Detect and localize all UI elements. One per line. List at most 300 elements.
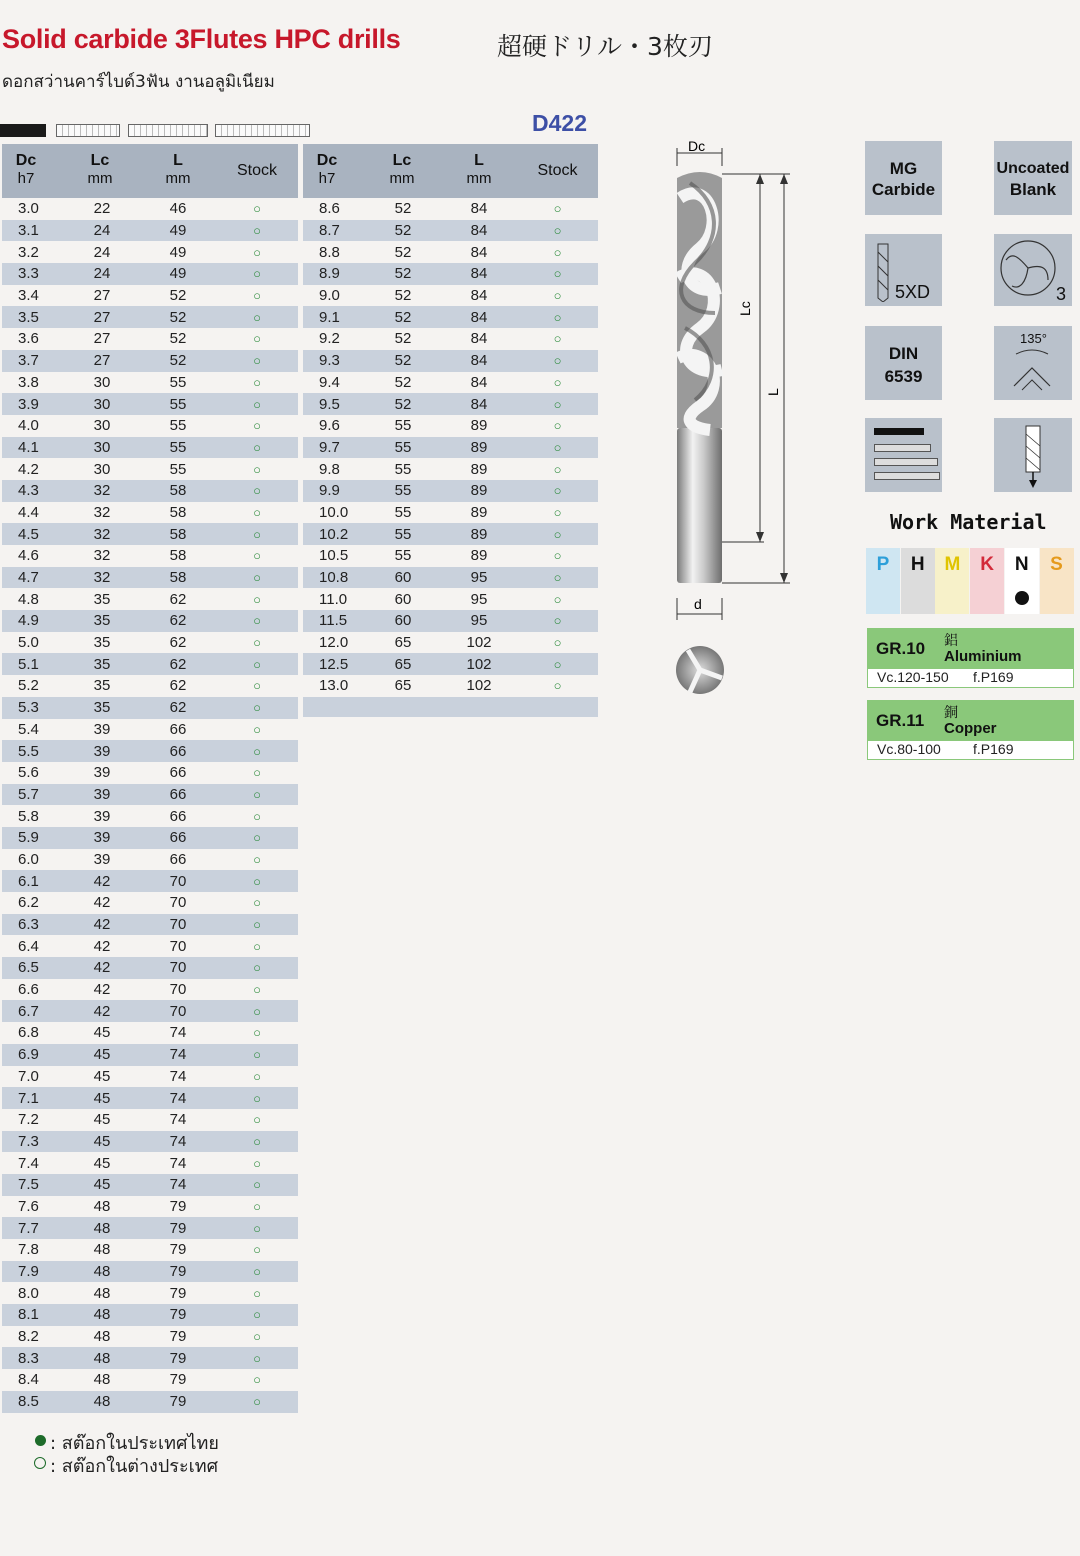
stock-status-icon: ○: [253, 1220, 261, 1236]
stock-status-icon: ○: [553, 374, 562, 390]
table-row: [303, 437, 598, 459]
table-row: [2, 697, 298, 719]
lc-cell: 48: [64, 1369, 140, 1391]
mg-carbide-line2: Carbide: [871, 180, 936, 199]
stock-status-icon: ○: [553, 201, 562, 217]
stock-status-icon: ○: [253, 309, 261, 325]
lc-cell: 35: [64, 675, 140, 697]
table-row: [2, 1304, 298, 1326]
stock-status-icon: ○: [253, 700, 261, 716]
table-row: [303, 285, 598, 307]
l-cell: 89: [441, 437, 517, 459]
stock-cell: [216, 1152, 298, 1174]
table-row: [303, 632, 598, 654]
l-cell: 49: [140, 220, 216, 242]
dc-cell: 6.5: [2, 957, 64, 979]
work-material-title: Work Material: [890, 510, 1047, 534]
dc-cell: 9.9: [303, 480, 365, 502]
table-row: [2, 241, 298, 263]
stock-status-icon: ○: [253, 743, 261, 759]
table-row: [2, 523, 298, 545]
stock-status-icon: ○: [253, 1285, 261, 1301]
dc-cell: 9.3: [303, 350, 365, 372]
l-cell: 62: [140, 610, 216, 632]
lc-cell: 39: [64, 762, 140, 784]
lc-cell: 39: [64, 719, 140, 741]
stock-status-icon: ○: [553, 353, 562, 369]
lc-cell: 39: [64, 784, 140, 806]
dc-cell: 7.7: [2, 1217, 64, 1239]
dc-cell: 13.0: [303, 675, 365, 697]
section-tab: [56, 124, 120, 137]
dc-cell: 9.5: [303, 393, 365, 415]
shank-bar-icon: [874, 458, 938, 466]
l-cell: 66: [140, 805, 216, 827]
dc-cell: 3.4: [2, 285, 64, 307]
table-row: [2, 1369, 298, 1391]
stock-cell: [517, 372, 598, 394]
lc-cell: 45: [64, 1131, 140, 1153]
stock-cell: [216, 1000, 298, 1022]
dc-cell: 10.5: [303, 545, 365, 567]
table-row: [2, 415, 298, 437]
uncoated-line1: Uncoated: [996, 160, 1070, 177]
material-cell-m: [935, 582, 969, 614]
stock-status-icon: ○: [553, 591, 562, 607]
l-cell: 55: [140, 458, 216, 480]
lc-cell: 39: [64, 827, 140, 849]
dc-cell: 5.5: [2, 740, 64, 762]
stock-cell: [216, 870, 298, 892]
stock-status-icon: ○: [253, 1394, 261, 1410]
lc-cell: 52: [365, 198, 441, 220]
lc-cell: 48: [64, 1282, 140, 1304]
lc-cell: 45: [64, 1022, 140, 1044]
lc-cell: 52: [365, 328, 441, 350]
l-cell: 58: [140, 502, 216, 524]
stock-status-icon: ○: [253, 1047, 261, 1063]
stock-status-icon: ○: [253, 504, 261, 520]
table-row: [2, 350, 298, 372]
stock-status-icon: ○: [253, 1155, 261, 1171]
l-cell: 95: [441, 567, 517, 589]
table-row: [2, 372, 298, 394]
stock-status-icon: ○: [553, 331, 562, 347]
l-cell: 74: [140, 1174, 216, 1196]
lc-cell: 55: [365, 545, 441, 567]
table-row: [2, 914, 298, 936]
table-row: [2, 1174, 298, 1196]
lc-cell: 35: [64, 610, 140, 632]
flute-section-icon: [998, 238, 1058, 298]
stock-status-icon: ○: [253, 526, 261, 542]
dc-cell: 3.9: [2, 393, 64, 415]
l-cell: 95: [441, 610, 517, 632]
dc-cell: 8.0: [2, 1282, 64, 1304]
table-row: [303, 393, 598, 415]
stock-status-icon: ○: [553, 678, 562, 694]
table-row: [303, 350, 598, 372]
dc-cell: 6.7: [2, 1000, 64, 1022]
l-cell: 89: [441, 480, 517, 502]
stock-status-icon: ○: [253, 223, 261, 239]
stock-cell: [517, 328, 598, 350]
shank-bar-icon: [874, 472, 940, 480]
l-cell: 52: [140, 350, 216, 372]
stock-status-icon: ○: [253, 721, 261, 737]
column-header-stock: Stock: [236, 162, 277, 179]
l-cell: 102: [441, 653, 517, 675]
table-row: [2, 979, 298, 1001]
l-cell: 84: [441, 328, 517, 350]
group-name: Copper: [944, 720, 997, 737]
l-cell: 102: [441, 675, 517, 697]
table-row: [303, 372, 598, 394]
lc-cell: 30: [64, 458, 140, 480]
stock-cell: [216, 545, 298, 567]
stock-status-icon: ○: [253, 982, 261, 998]
l-cell: 58: [140, 480, 216, 502]
dc-cell: 4.7: [2, 567, 64, 589]
stock-cell: [216, 241, 298, 263]
column-header-stock: Stock: [537, 162, 578, 179]
table-row: [2, 306, 298, 328]
filled-circle-icon: [35, 1435, 46, 1446]
dc-dimension-label: Dc: [688, 138, 706, 154]
group-code: GR.11: [876, 711, 925, 730]
l-cell: 55: [140, 415, 216, 437]
lc-cell: 52: [365, 285, 441, 307]
lc-cell: 52: [365, 241, 441, 263]
section-tab-active: [0, 124, 46, 137]
stock-status-icon: ○: [553, 309, 562, 325]
stock-cell: [216, 632, 298, 654]
l-cell: 102: [441, 632, 517, 654]
table-row: [303, 610, 598, 632]
lc-cell: 39: [64, 740, 140, 762]
lc-cell: 42: [64, 870, 140, 892]
spec-table-right: [303, 198, 598, 697]
page-reference: f.P169: [973, 669, 1014, 685]
section-tab: [215, 124, 310, 137]
stock-cell: [216, 350, 298, 372]
lc-cell: 27: [64, 350, 140, 372]
stock-status-icon: ○: [253, 1264, 261, 1280]
point-angle-label: 135°: [1020, 331, 1047, 346]
stock-status-icon: ○: [253, 656, 261, 672]
dc-cell: 9.8: [303, 458, 365, 480]
dc-cell: 4.5: [2, 523, 64, 545]
dc-cell: 6.8: [2, 1022, 64, 1044]
dc-cell: 8.5: [2, 1391, 64, 1413]
lc-cell: 32: [64, 502, 140, 524]
lc-cell: 60: [365, 567, 441, 589]
lc-cell: 27: [64, 306, 140, 328]
dc-cell: 12.0: [303, 632, 365, 654]
l-cell: 74: [140, 1087, 216, 1109]
l-cell: 58: [140, 523, 216, 545]
stock-status-icon: ○: [253, 1242, 261, 1258]
table-row: [2, 957, 298, 979]
lc-cell: 52: [365, 220, 441, 242]
lc-cell: 48: [64, 1196, 140, 1218]
stock-status-icon: ○: [553, 439, 562, 455]
lc-cell: 45: [64, 1174, 140, 1196]
table-row: [2, 220, 298, 242]
table-row: [2, 719, 298, 741]
table-row: [2, 610, 298, 632]
dc-cell: 6.1: [2, 870, 64, 892]
lc-cell: 42: [64, 957, 140, 979]
lc-cell: 30: [64, 393, 140, 415]
stock-cell: [216, 1217, 298, 1239]
table-header-right: [303, 144, 598, 198]
point-angle-badge: [994, 326, 1072, 400]
stock-cell: [517, 437, 598, 459]
table-filler: [303, 697, 598, 717]
stock-cell: [517, 198, 598, 220]
table-row: [2, 1000, 298, 1022]
lc-cell: 48: [64, 1326, 140, 1348]
stock-status-icon: ○: [553, 548, 562, 564]
table-row: [2, 892, 298, 914]
mg-carbide-badge: [865, 141, 942, 215]
dc-cell: 9.0: [303, 285, 365, 307]
stock-cell: [517, 502, 598, 524]
stock-cell: [216, 1347, 298, 1369]
material-letter-n: N: [1005, 548, 1039, 582]
table-row: [2, 588, 298, 610]
material-letter-p: P: [866, 548, 900, 582]
table-row: [2, 502, 298, 524]
dc-cell: 5.2: [2, 675, 64, 697]
lc-cell: 60: [365, 588, 441, 610]
table-row: [303, 328, 598, 350]
table-row: [2, 632, 298, 654]
lc-cell: 32: [64, 480, 140, 502]
lc-cell: 52: [365, 263, 441, 285]
lc-cell: 55: [365, 458, 441, 480]
dc-cell: 10.2: [303, 523, 365, 545]
table-row: [303, 220, 598, 242]
dc-cell: 8.4: [2, 1369, 64, 1391]
stock-status-icon: ○: [253, 635, 261, 651]
stock-status-icon: ○: [253, 1112, 261, 1128]
lc-cell: 42: [64, 1000, 140, 1022]
dc-cell: 3.6: [2, 328, 64, 350]
l-cell: 84: [441, 350, 517, 372]
stock-cell: [517, 480, 598, 502]
stock-status-icon: ○: [553, 396, 562, 412]
uncoated-blank-badge: [994, 141, 1072, 215]
l-cell: 79: [140, 1261, 216, 1283]
din-line2: 6539: [884, 367, 923, 386]
stock-cell: [517, 545, 598, 567]
stock-cell: [216, 220, 298, 242]
dc-cell: 3.2: [2, 241, 64, 263]
stock-status-icon: ○: [253, 483, 261, 499]
table-row: [2, 784, 298, 806]
stock-cell: [216, 415, 298, 437]
spec-table-left: [2, 198, 298, 1413]
l-cell: 70: [140, 979, 216, 1001]
stock-cell: [517, 653, 598, 675]
stock-status-icon: ○: [253, 353, 261, 369]
drill-depth-5xd-badge: [865, 234, 942, 306]
l-cell: 84: [441, 198, 517, 220]
lc-cell: 45: [64, 1087, 140, 1109]
stock-cell: [517, 306, 598, 328]
stock-status-icon: ○: [253, 808, 261, 824]
dc-cell: 4.8: [2, 588, 64, 610]
dc-cell: 7.9: [2, 1261, 64, 1283]
l-cell: 66: [140, 719, 216, 741]
lc-cell: 22: [64, 198, 140, 220]
stock-status-icon: ○: [253, 1350, 261, 1366]
table-row: [2, 805, 298, 827]
stock-status-icon: ○: [553, 418, 562, 434]
stock-cell: [216, 740, 298, 762]
stock-status-icon: ○: [553, 635, 562, 651]
lc-cell: 45: [64, 1109, 140, 1131]
lc-cell: 24: [64, 241, 140, 263]
table-row: [2, 1391, 298, 1413]
page-title: Solid carbide 3Flutes HPC drills: [2, 24, 401, 54]
lc-cell: 39: [64, 805, 140, 827]
table-row: [303, 523, 598, 545]
dc-cell: 8.1: [2, 1304, 64, 1326]
lc-cell: 35: [64, 697, 140, 719]
dc-cell: 7.8: [2, 1239, 64, 1261]
stock-cell: [216, 1109, 298, 1131]
l-cell: 70: [140, 1000, 216, 1022]
table-row: [2, 263, 298, 285]
stock-cell: [216, 805, 298, 827]
lc-cell: 55: [365, 480, 441, 502]
stock-cell: [517, 393, 598, 415]
lc-cell: 65: [365, 653, 441, 675]
dc-cell: 5.3: [2, 697, 64, 719]
l-cell: 89: [441, 458, 517, 480]
lc-cell: 42: [64, 935, 140, 957]
group-aluminium-details: [867, 668, 1074, 688]
dc-cell: 7.4: [2, 1152, 64, 1174]
dc-cell: 3.0: [2, 198, 64, 220]
stock-status-icon: ○: [553, 223, 562, 239]
dc-cell: 7.6: [2, 1196, 64, 1218]
table-row: [303, 198, 598, 220]
material-cell-h: [901, 582, 935, 614]
stock-status-icon: ○: [253, 1372, 261, 1388]
stock-cell: [216, 1044, 298, 1066]
stock-status-icon: ○: [253, 1307, 261, 1323]
dc-cell: 9.1: [303, 306, 365, 328]
l-cell: 95: [441, 588, 517, 610]
dc-cell: 3.5: [2, 306, 64, 328]
stock-cell: [216, 1304, 298, 1326]
page-subtitle-thai: ดอกสว่านคาร์ไบด์3ฟัน งานอลูมิเนียม: [2, 72, 275, 92]
lc-cell: 52: [365, 350, 441, 372]
l-cell: 58: [140, 567, 216, 589]
page-reference: f.P169: [973, 741, 1014, 757]
dc-cell: 7.0: [2, 1066, 64, 1088]
lc-cell: 48: [64, 1217, 140, 1239]
dc-cell: 9.6: [303, 415, 365, 437]
shank-bar-icon: [874, 444, 931, 452]
stock-status-icon: ○: [253, 1198, 261, 1214]
table-row: [2, 285, 298, 307]
l-cell: 49: [140, 263, 216, 285]
lc-cell: 27: [64, 285, 140, 307]
stock-status-icon: ○: [553, 504, 562, 520]
group-jp: 銅: [944, 704, 958, 720]
stock-status-icon: ○: [253, 331, 261, 347]
lc-cell: 35: [64, 653, 140, 675]
table-row: [2, 1152, 298, 1174]
l-cell: 84: [441, 285, 517, 307]
table-row: [2, 458, 298, 480]
stock-status-icon: ○: [553, 288, 562, 304]
lc-cell: 48: [64, 1391, 140, 1413]
lc-dimension-label: Lc: [737, 301, 753, 316]
table-row: [303, 241, 598, 263]
stock-status-icon: ○: [253, 374, 261, 390]
dc-cell: 10.8: [303, 567, 365, 589]
stock-cell: [216, 1087, 298, 1109]
stock-status-icon: ○: [553, 244, 562, 260]
flutes-count-label: 3: [1056, 284, 1067, 304]
stock-cell: [216, 827, 298, 849]
page-title-japanese: 超硬ドリル・3枚刃: [497, 32, 713, 61]
stock-cell: [517, 415, 598, 437]
stock-status-icon: ○: [553, 461, 562, 477]
dc-cell: 5.4: [2, 719, 64, 741]
column-header-dc: Dc h7: [316, 152, 338, 187]
lc-cell: 55: [365, 415, 441, 437]
lc-cell: 42: [64, 979, 140, 1001]
l-cell: 89: [441, 415, 517, 437]
dc-cell: 9.7: [303, 437, 365, 459]
dc-cell: 5.7: [2, 784, 64, 806]
lc-cell: 32: [64, 523, 140, 545]
l-cell: 74: [140, 1131, 216, 1153]
l-cell: 84: [441, 372, 517, 394]
l-cell: 66: [140, 784, 216, 806]
stock-cell: [216, 719, 298, 741]
table-row: [2, 740, 298, 762]
stock-cell: [216, 979, 298, 1001]
stock-cell: [517, 220, 598, 242]
straight-shank-icon: [1022, 424, 1044, 488]
uncoated-line2: Blank: [1009, 180, 1057, 199]
lc-cell: 48: [64, 1304, 140, 1326]
dc-cell: 4.2: [2, 458, 64, 480]
stock-cell: [216, 480, 298, 502]
dc-cell: 6.2: [2, 892, 64, 914]
dc-cell: 5.6: [2, 762, 64, 784]
lc-cell: 48: [64, 1261, 140, 1283]
dc-cell: 8.3: [2, 1347, 64, 1369]
dc-cell: 7.1: [2, 1087, 64, 1109]
stock-cell: [216, 437, 298, 459]
stock-status-icon: ○: [253, 830, 261, 846]
dc-cell: 8.6: [303, 198, 365, 220]
l-cell: 74: [140, 1152, 216, 1174]
dc-cell: 4.0: [2, 415, 64, 437]
group-copper-details: [867, 740, 1074, 760]
stock-status-icon: ○: [253, 548, 261, 564]
stock-cell: [216, 784, 298, 806]
